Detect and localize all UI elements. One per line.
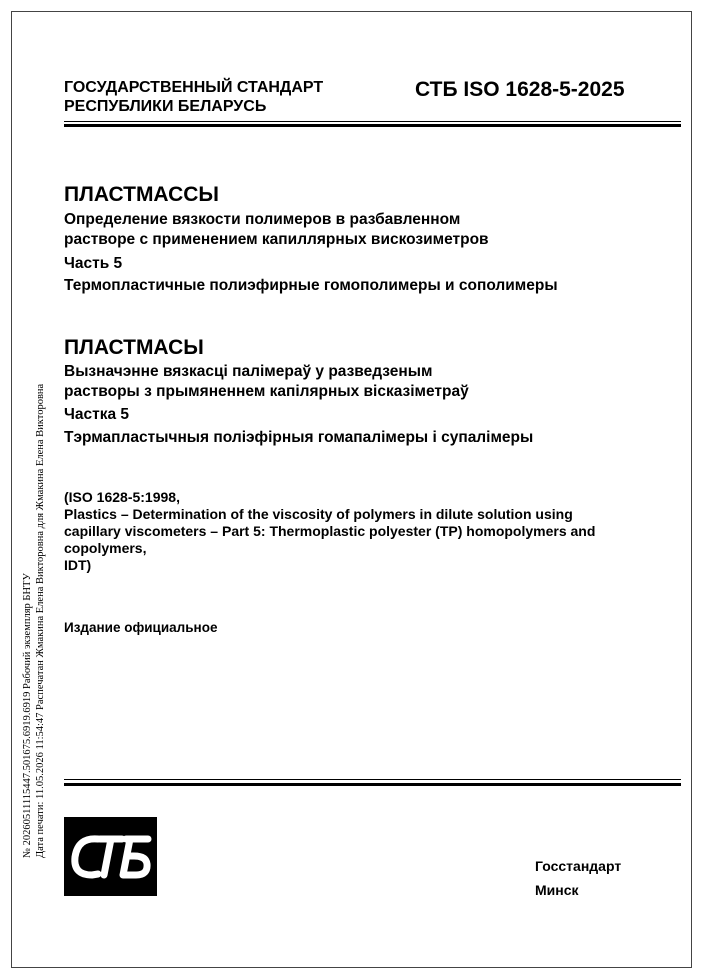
- header-divider-thick: [64, 124, 681, 127]
- official-edition-label: Издание официальное: [64, 620, 218, 635]
- standard-code: СТБ ISO 1628-5-2025: [415, 78, 625, 101]
- intl-line-5: IDT): [64, 557, 92, 573]
- print-stamp-line-1: № 20260511115447.501675.6919.6919 Рабочий экземпляр БНТУ: [22, 573, 33, 858]
- stb-logo: [64, 817, 157, 896]
- belarusian-part-number: Частка 5: [64, 406, 130, 423]
- belarusian-title: ПЛАСТМАСЫ: [64, 336, 204, 359]
- russian-subtitle-line-2: растворе с применением капиллярных вискозиметров: [64, 231, 489, 248]
- org-line-1: ГОСУДАРСТВЕННЫЙ СТАНДАРТ: [64, 79, 324, 96]
- russian-subtitle: [64, 210, 624, 250]
- intl-line-3: capillary viscometers – Part 5: Thermoplastic polyester (TP) homopolymers and: [64, 523, 596, 539]
- header-divider-thin: [64, 121, 681, 122]
- publisher-name: Госстандарт: [535, 858, 622, 874]
- issuing-organization: [64, 78, 323, 116]
- intl-line-2: Plastics – Determination of the viscosity of polymers in dilute solution using: [64, 506, 573, 522]
- org-line-2: РЕСПУБЛИКИ БЕЛАРУСЬ: [64, 98, 267, 115]
- publisher-city: Минск: [535, 882, 579, 898]
- belarusian-part-title: Тэрмапластычныя поліэфірныя гомапалімеры і супалімеры: [64, 429, 534, 446]
- footer-divider-thick: [64, 783, 681, 786]
- belarusian-subtitle: [64, 362, 624, 402]
- print-stamp: [21, 258, 47, 858]
- russian-title: ПЛАСТМАССЫ: [64, 183, 219, 206]
- intl-line-1: (ISO 1628-5:1998,: [64, 489, 180, 505]
- print-stamp-line-2: Дата печати: 11.05.2026 11:54:47 Распечатан Жмакина Елена Викторовна для Жмакина Елена Викторовна: [35, 383, 46, 858]
- belarusian-subtitle-line-1: Вызначэнне вязкасці палімераў у разведзеным: [64, 363, 433, 380]
- russian-subtitle-line-1: Определение вязкости полимеров в разбавленном: [64, 211, 461, 228]
- belarusian-subtitle-line-2: растворы з прымяненнем капілярных вісказіметраў: [64, 383, 469, 400]
- international-reference: [64, 489, 624, 574]
- footer-divider-thin: [64, 779, 681, 780]
- russian-part-number: Часть 5: [64, 255, 123, 272]
- intl-line-4: copolymers,: [64, 540, 147, 556]
- russian-part-title: Термопластичные полиэфирные гомополимеры и сополимеры: [64, 277, 558, 294]
